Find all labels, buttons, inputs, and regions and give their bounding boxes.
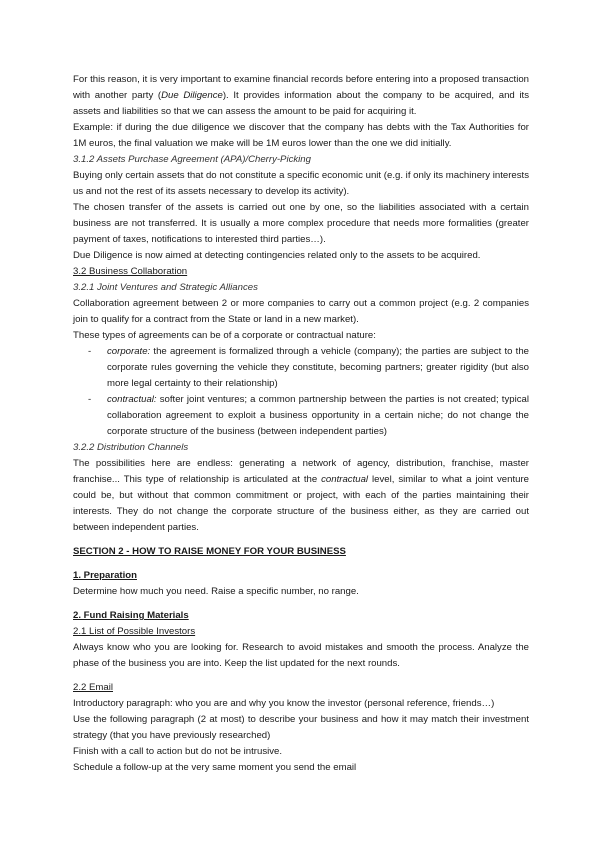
paragraph-email-intro: Introductory paragraph: who you are and why you know the investor (personal reference, friends…) [73,698,495,709]
paragraph-email-followup: Schedule a follow-up at the very same moment you send the email [73,762,357,773]
paragraph-transfer: The chosen transfer of the assets is carried out one by one, so the liabilities associated with a certain business are not transferred. It is usually a more complex procedure that needs more formalities (greater payment of taxes, notifications to interested third parties…). [73,202,529,245]
paragraph-investors-list: Always know who you are looking for. Research to avoid mistakes and smooth the process. Analyze the phase of the business you are into. Keep the list updated for the next rounds. [73,642,529,669]
heading-3-2: 3.2 Business Collaboration [73,266,188,277]
agreement-type-list [73,344,529,440]
paragraph-agreement-types: These types of agreements can be of a corporate or contractual nature: [73,330,376,341]
heading-3-2-1: 3.2.1 Joint Ventures and Strategic Alliances [73,282,258,293]
paragraph-preparation: Determine how much you need. Raise a specific number, no range. [73,586,359,597]
heading-preparation: 1. Preparation [73,570,137,581]
paragraph-email-cta: Finish with a call to action but do not be intrusive. [73,746,283,757]
paragraph-due-diligence-assets: Due Diligence is now aimed at detecting contingencies related only to the assets to be acquired. [73,250,481,261]
due-diligence-term: Due Diligence [161,90,223,101]
heading-fund-raising-materials: 2. Fund Raising Materials [73,610,189,621]
paragraph-due-diligence: For this reason, it is very important to examine financial records before entering into a proposed transaction with another party (Due Diligence). It provides information about the company to be acquired, and its assets and liabilities so that we can assess the amount to be paid for acquiring it. [73,74,530,117]
list-item-corporate: - corporate: the agreement is formalized through a vehicle (company); the parties are subject to the corporate rules governing the vehicle they constitute, becoming partners; greater rigidity (but also more legal certainty to their relationship) [107,344,529,392]
paragraph-collaboration: Collaboration agreement between 2 or more companies to carry out a common project (e.g. 2 companies join to qualify for a contract from the State or land in a new market). [73,298,529,325]
heading-2-1: 2.1 List of Possible Investors [73,626,196,637]
paragraph-example: Example: if during the due diligence we discover that the company has debts with the Tax Authorities for 1M euros, the final valuation we make will be 1M euros lower than the one we did initially. [73,122,529,149]
paragraph-email-body: Use the following paragraph (2 at most) to describe your business and how it may match their investment strategy (that you have previously researched) [73,714,529,741]
heading-3-1-2: 3.1.2 Assets Purchase Agreement (APA)/Cherry-Picking [73,154,311,165]
heading-3-2-2: 3.2.2 Distribution Channels [73,442,189,453]
paragraph-buying-assets: Buying only certain assets that do not constitute a specific economic unit (e.g. if only its machinery interests us and not the rest of its assets necessary to develop its activity). [73,170,529,197]
section-2-heading: SECTION 2 - HOW TO RAISE MONEY FOR YOUR BUSINESS [73,546,346,557]
document-body [73,72,529,776]
paragraph-distribution: The possibilities here are endless: generating a network of agency, distribution, franchise, master franchise... This type of relationship is articulated at the contractual level, similar to what a joint venture could be, but without that common commitment or project, with each of the parties maintaining their interests. They do not change the corporate structure of the business either, as they are carried out between independent parties. [73,458,529,533]
list-item-contractual: - contractual: softer joint ventures; a common partnership between the parties is not created; typical collaboration agreement to exploit a business opportunity in a certain niche; do not change the corporate structure of the business (between independent parties) [107,392,529,440]
heading-2-2: 2.2 Email [73,682,113,693]
